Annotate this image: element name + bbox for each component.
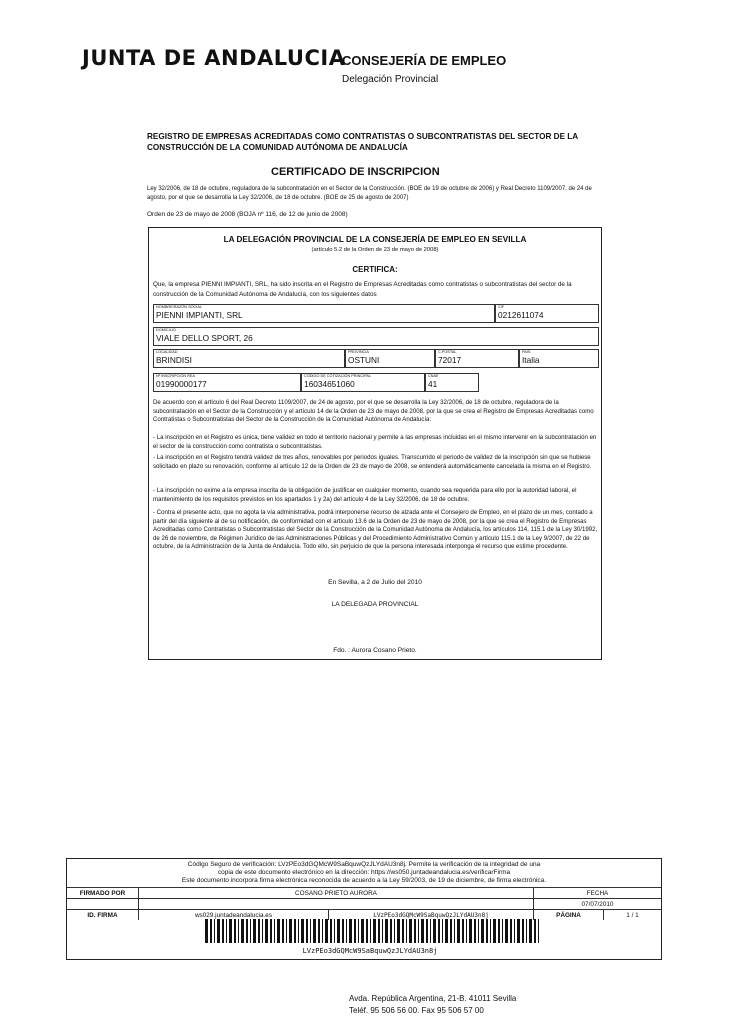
address-line-1: Avda. República Argentina, 21-B. 41011 Sevilla xyxy=(349,994,517,1003)
cargo: LA DELEGADA PROVINCIAL xyxy=(331,601,419,608)
barcode-code: LVzPEo3dGQMcW9SaBquwQzJLYdAU3n8j xyxy=(302,947,438,955)
field-label: PAÍS xyxy=(522,350,531,354)
fecha-value: 07/07/2010 xyxy=(581,900,614,908)
barcode-image xyxy=(205,919,542,943)
domicilio-field xyxy=(153,327,599,346)
field-label: LOCALIDAD xyxy=(156,350,178,354)
field-label: CÓDIGO DE COTIZACIÓN PRINCIPAL xyxy=(304,374,372,378)
denominacion-field xyxy=(153,304,495,323)
field-value: 16034651060 xyxy=(304,379,355,389)
localidad-field xyxy=(153,349,345,368)
firmado-por-row xyxy=(67,887,661,898)
logo-text: JUNTA DE ANDALUCIA xyxy=(82,46,346,70)
field-value: 01990000177 xyxy=(156,379,207,389)
firmado-por-label: FIRMADO POR xyxy=(67,888,139,898)
intro-paragraph: Que, la empresa PIENNI IMPIANTI, SRL, ha sido inscrita en el Registro de Empresas Acreditadas como contratistas o subcontratistas del sector de la construcción de la Comunidad Autónoma de Andalucía, con los siguientes datos xyxy=(153,281,572,298)
delegacion-subtitle: Delegación Provincial xyxy=(342,74,439,85)
cotizacion-field xyxy=(301,373,425,392)
field-value: Italia xyxy=(522,355,540,365)
pais-field xyxy=(519,349,599,368)
field-value: 0212611074 xyxy=(498,310,544,320)
field-label: CIF xyxy=(498,305,505,309)
field-value: 72017 xyxy=(438,355,462,365)
provincia-field xyxy=(345,349,435,368)
field-value: BRINDISI xyxy=(156,355,192,365)
certificate-title: CERTIFICADO DE INSCRIPCION xyxy=(271,166,440,178)
field-label: Nº INSCRIPCIÓN REA xyxy=(156,374,195,378)
empty-cell xyxy=(67,899,139,909)
certificate-box xyxy=(148,227,602,660)
delegacion-box-subtitle: (artículo 5.2 de la Orden de 23 de mayo de 2008) xyxy=(311,247,439,253)
delegacion-box-title: LA DELEGACIÓN PROVINCIAL DE LA CONSEJERÍA DE EMPLEO EN SEVILLA xyxy=(223,235,527,244)
fecha-row xyxy=(67,898,661,909)
verification-line-1: Código Seguro de verificación: LVzPEo3dGQMcW9SaBquwQzJLYdAU3n8j. Permite la verificación de la integridad de una xyxy=(187,861,541,868)
field-value: VIALE DELLO SPORT, 26 xyxy=(156,333,253,343)
codigo-value: LVzPEo3dGQMcW9SaBquwQzJLYdAU3n8j xyxy=(329,910,534,920)
field-value: 41 xyxy=(428,379,438,389)
field-label: NOMBRE/RAZÓN SOCIAL xyxy=(156,305,202,309)
verification-line-3: Este documento incorpora firma electrónica reconocida de acuerdo a la Ley 59/2003, de 19 de diciembre, de firma electrónica. xyxy=(181,877,547,884)
pagina-label: PÁGINA xyxy=(534,910,604,920)
field-label: CNAE xyxy=(428,374,439,378)
fecha-label: FECHA xyxy=(586,889,609,897)
cnae-field xyxy=(425,373,479,392)
address-block xyxy=(349,993,516,1017)
signature-name: Fdo. : Aurora Cosano Prieto. xyxy=(333,647,417,654)
cif-field xyxy=(495,304,599,323)
paragraph-exime: - La inscripción no exime a la empresa inscrita de la obligación de justificar en cualquier momento, cuando sea requerida para ello por la autoridad laboral, el mantenimiento de los requisitos previstos en los apartados 1 y 2a) del artículo 4 de la Ley 32/2006, de 18 de octubre. xyxy=(153,487,577,503)
registro-title: REGISTRO DE EMPRESAS ACREDITADAS COMO CONTRATISTAS O SUBCONTRATISTAS DEL SECTOR DE LA CONSTRUCCIÓN DE LA COMUNIDAD AUTÓNOMA DE ANDALUCÍA xyxy=(147,132,578,152)
paragraph-acuerdo: De acuerdo con el artículo 6 del Real Decreto 1109/2007, de 24 de agosto, por el que se desarrolla la Ley 32/2006, de 18 de octubre, reguladora de la subcontratación en el Sector de la Construcción y el artículo 14 de la Orden de 23 de mayo de 2008, por la que se crea el Registro de Empresas Acreditadas como Contratistas o Subcontratistas del Sector de la Construcción de la Comunidad Autónoma de Andalucía: xyxy=(153,399,594,424)
address-line-2: Teléf. 95 506 56 00. Fax 95 506 57 00 xyxy=(349,1006,484,1015)
field-label: DOMICILIO xyxy=(156,328,176,332)
cpostal-field xyxy=(435,349,519,368)
verification-box xyxy=(66,858,662,960)
firmante-name: COSANO PRIETO AURORA xyxy=(139,888,534,898)
field-label: C.POSTAL xyxy=(438,350,457,354)
empty-cell xyxy=(139,899,534,909)
orden-reference: Orden de 23 de mayo de 2008 (BOJA nº 116, de 12 de junio de 2008) xyxy=(147,211,348,218)
paragraph-unica: - La inscripción en el Registro es única, tiene validez en todo el territorio nacional y permite a las empresas incluidas en el mismo intervenir en la subcontratación en el sector de la construcción como contratista o subcontratistas. xyxy=(153,434,597,450)
id-firma-label: ID. FIRMA xyxy=(67,910,139,920)
consejeria-title: CONSEJERÍA DE EMPLEO xyxy=(342,53,507,68)
field-value: OSTUNI xyxy=(348,355,380,365)
field-label: PROVINCIA xyxy=(348,350,369,354)
ley-reference: Ley 32/2006, de 18 de octubre, reguladora de la subcontratación en el Sector de la Construcción. (BOE de 19 de octubre de 2006) y Real Decreto 1109/2007, de 24 de agosto, por el que se desarrolla la Ley 32/2006, de 18 de octubre. (BOE de 25 de agosto de 2007) xyxy=(147,186,592,201)
paragraph-recurso: - Contra el presente acto, que no agota la vía administrativa, podrá interponerse recurso de alzada ante el Consejero de Empleo, en el plazo de un mes, contado a partir del día siguiente al de su notificación, de conformidad con el artículo 13.6 de la Orden de 23 de mayo de 2008, por la que se crea el Registro de Empresas Acreditadas como Contratistas o Subcontratistas del Sector de la Construcción de la Comunidad Autónoma de Andalucía, los artículos 114, 115.1 de la Ley 30/1992, de 26 de noviembre, de Régimen Jurídico de las Administraciones Públicas y del Procedimiento Administrativo Común y artículo 115.1 de la Ley 9/2007, de 22 de octubre, de la Administración de la Junta de Andalucía. Todo ello, sin perjuicio de que la persona interesada interponga el recurso que estime procedente. xyxy=(153,509,598,551)
paragraph-validez: - La inscripción en el Registro tendrá validez de tres años, renovables por periodos iguales. Transcurrido el periodo de validez de la inscripción sin que se hubiese solicitado en plazo su renovación, conforme al artículo 12 de la Orden de 23 de mayo de 2008, se entenderá automáticamente cancelada la misma en el Registro. xyxy=(153,454,592,470)
field-value: PIENNI IMPIANTI, SRL xyxy=(156,310,243,320)
fecha-lugar: En Sevilla, a 2 de Julio del 2010 xyxy=(328,579,422,586)
pagina-value: 1 / 1 xyxy=(626,911,639,919)
certifica-heading: CERTIFICA: xyxy=(352,265,398,274)
verification-line-2: copia de este documento electrónico en la dirección: https://ws050.juntadeandalucia.es/verificarFirma xyxy=(217,869,511,876)
inscripcion-field xyxy=(153,373,301,392)
servidor-value: ws029.juntadeandalucia.es xyxy=(139,910,329,920)
